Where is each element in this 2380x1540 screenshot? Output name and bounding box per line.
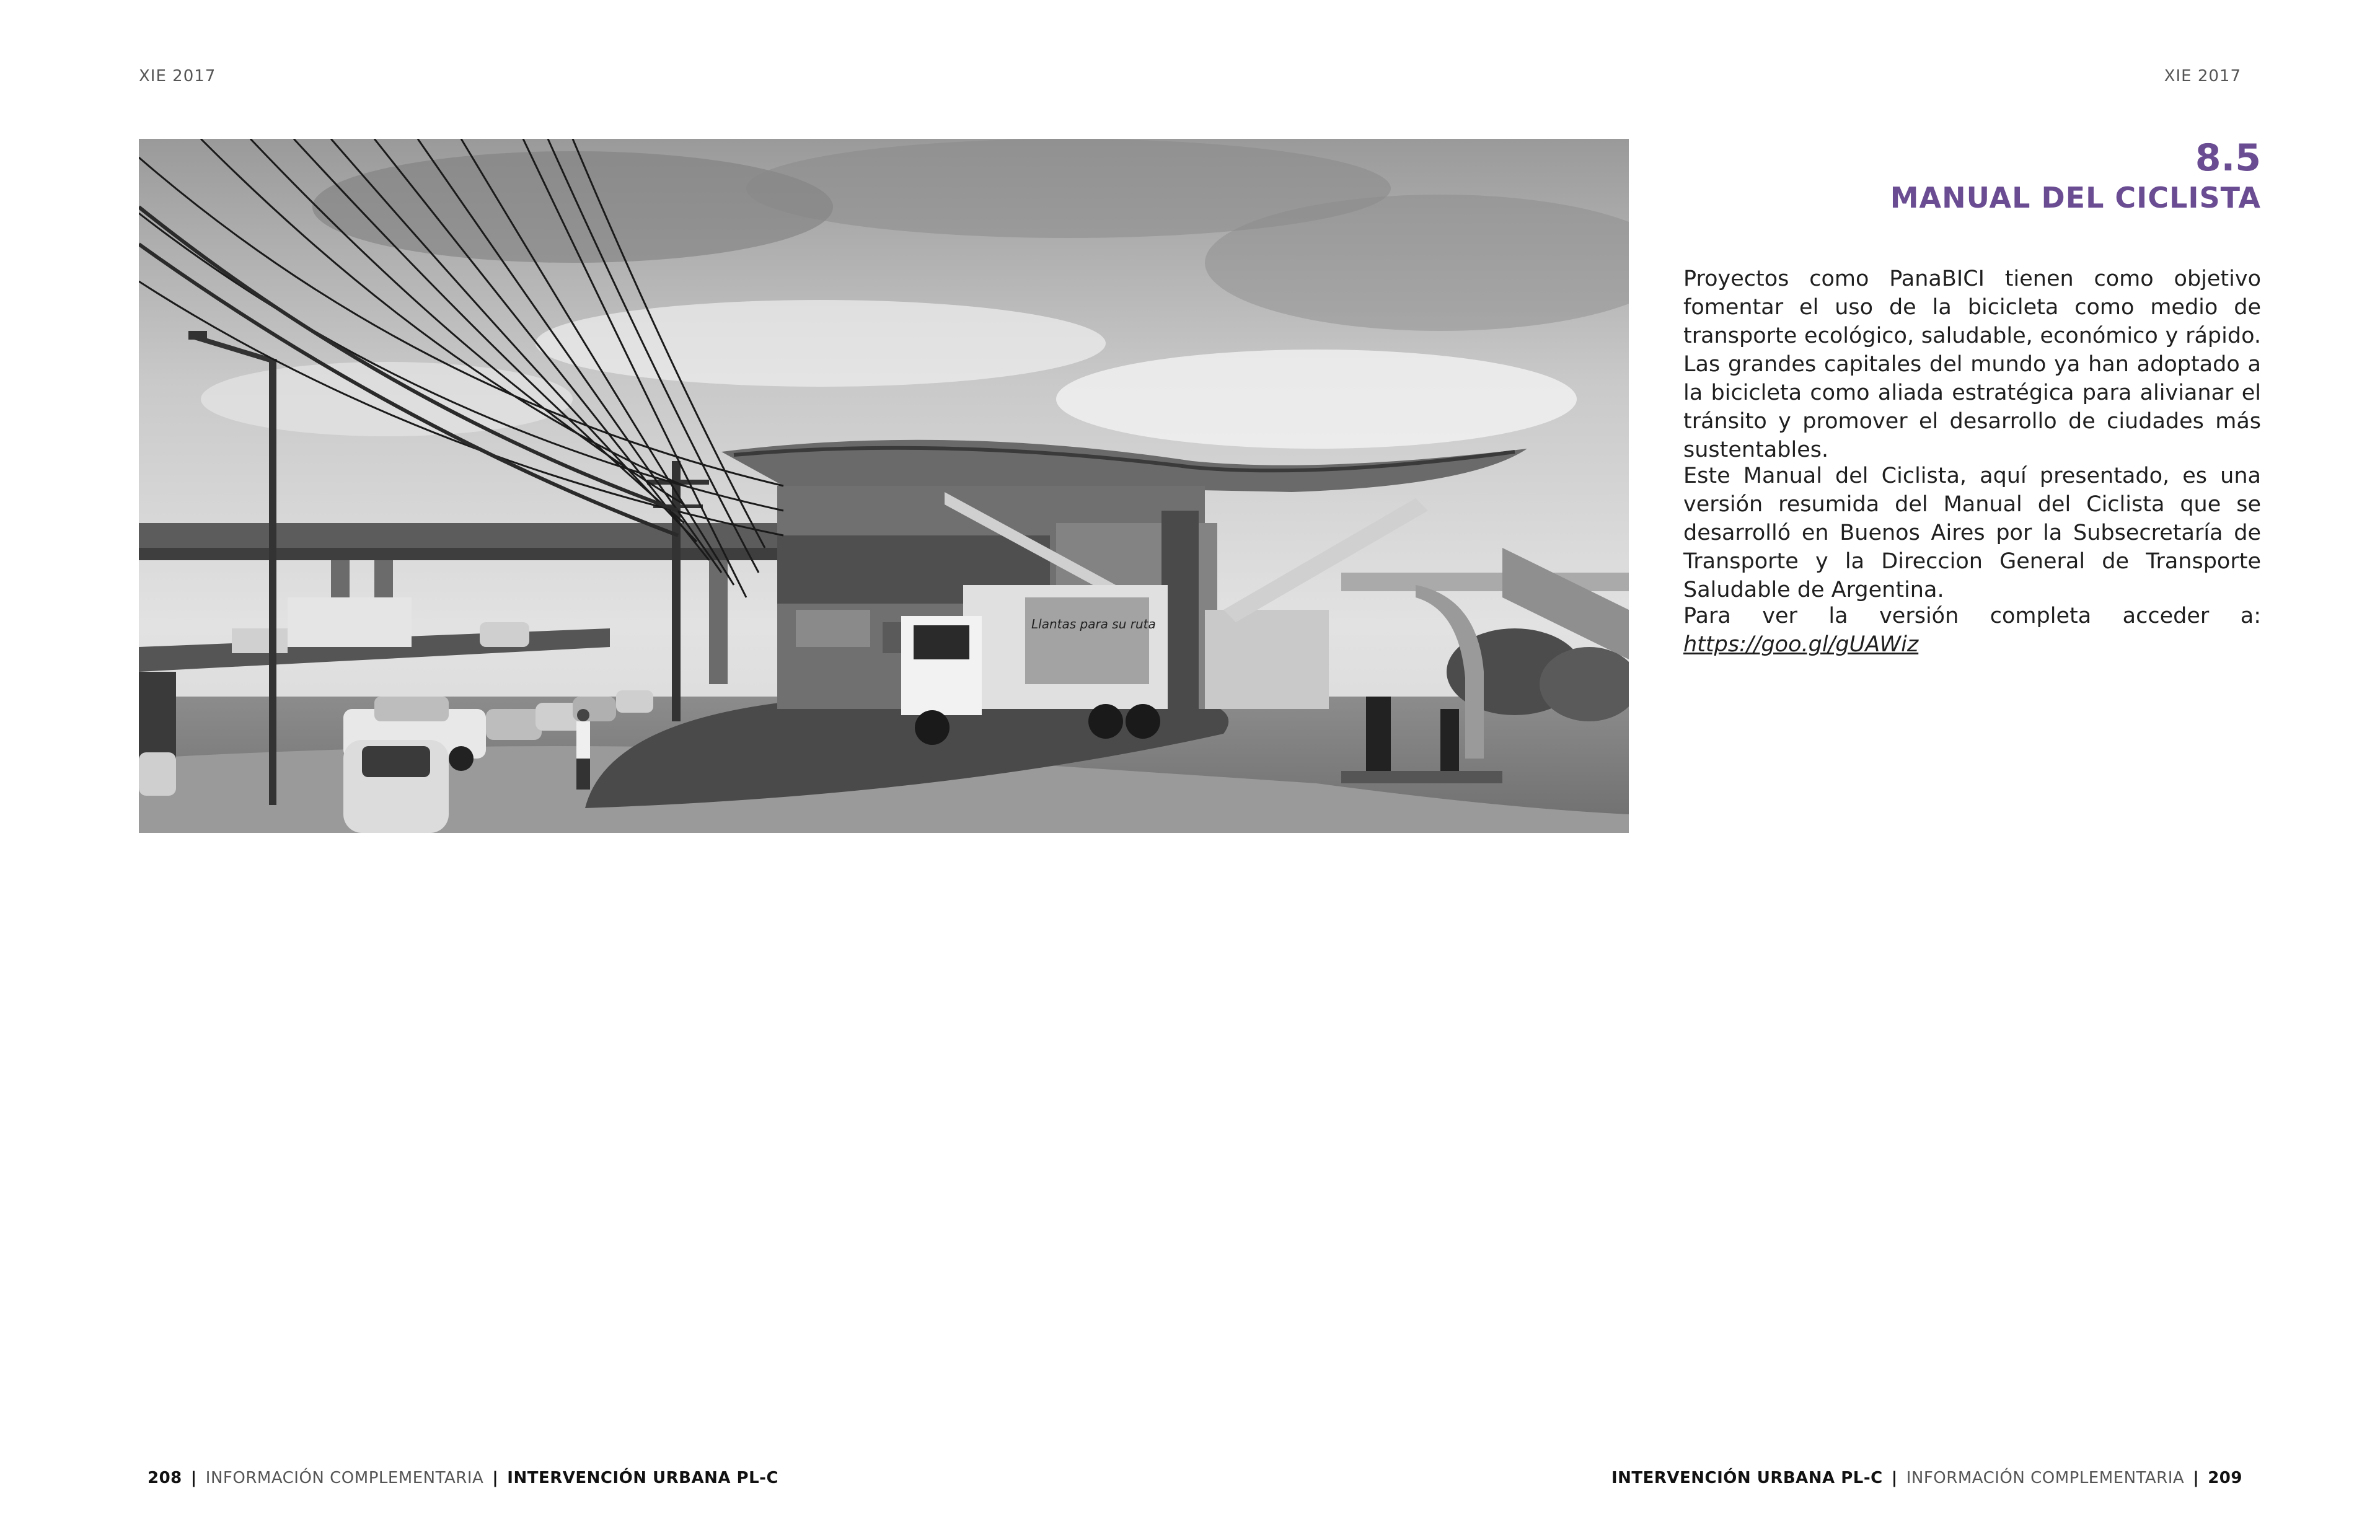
section-title: MANUAL DEL CICLISTA (1890, 181, 2261, 214)
station-photo (139, 139, 1629, 833)
footer-project-left: INTERVENCIÓN URBANA PL-C (507, 1469, 779, 1487)
section-number: 8.5 (2195, 136, 2261, 180)
page-number-left: 208 (148, 1469, 182, 1487)
manual-link[interactable]: https://goo.gl/gUAWiz (1683, 632, 1919, 657)
link-prefix: Para ver la versión completa acceder a: (1683, 604, 2261, 628)
truck-ad-text: Llantas para su ruta (1031, 617, 1156, 631)
footer-section-right: INFORMACIÓN COMPLEMENTARIA (1906, 1469, 2185, 1487)
paragraph-manual: Este Manual del Ciclista, aquí presentado, es una versión resumida del Manual del Ciclista que se desarrolló en Buenos Aires por la Subsecretaría de Transporte y la Direccion General de Transporte Saludable de Argentina. (1683, 464, 2261, 602)
station-photo-illustration (139, 139, 1629, 833)
footer-left: 208 | INFORMACIÓN COMPLEMENTARIA | INTERVENCIÓN URBANA PL-C (148, 1469, 779, 1487)
page-number-right: 209 (2208, 1469, 2242, 1487)
footer-right: INTERVENCIÓN URBANA PL-C | INFORMACIÓN COMPLEMENTARIA | 209 (1611, 1469, 2242, 1487)
paragraph-intro: Proyectos como PanaBICI tienen como objetivo fomentar el uso de la bicicleta como medio de transporte ecológico, saludable, económico y rápido. Las grandes capitales del mundo ya han adoptado a la bicicleta como aliada estratégica para alivianar el tránsito y promover el desarrollo de ciudades más sustentables. (1683, 266, 2261, 462)
running-head-right: XIE 2017 (2164, 67, 2241, 86)
running-head-left: XIE 2017 (139, 67, 216, 86)
footer-section-left: INFORMACIÓN COMPLEMENTARIA (205, 1469, 484, 1487)
paragraph-link (1683, 602, 2261, 659)
footer-project-right: INTERVENCIÓN URBANA PL-C (1611, 1469, 1883, 1487)
